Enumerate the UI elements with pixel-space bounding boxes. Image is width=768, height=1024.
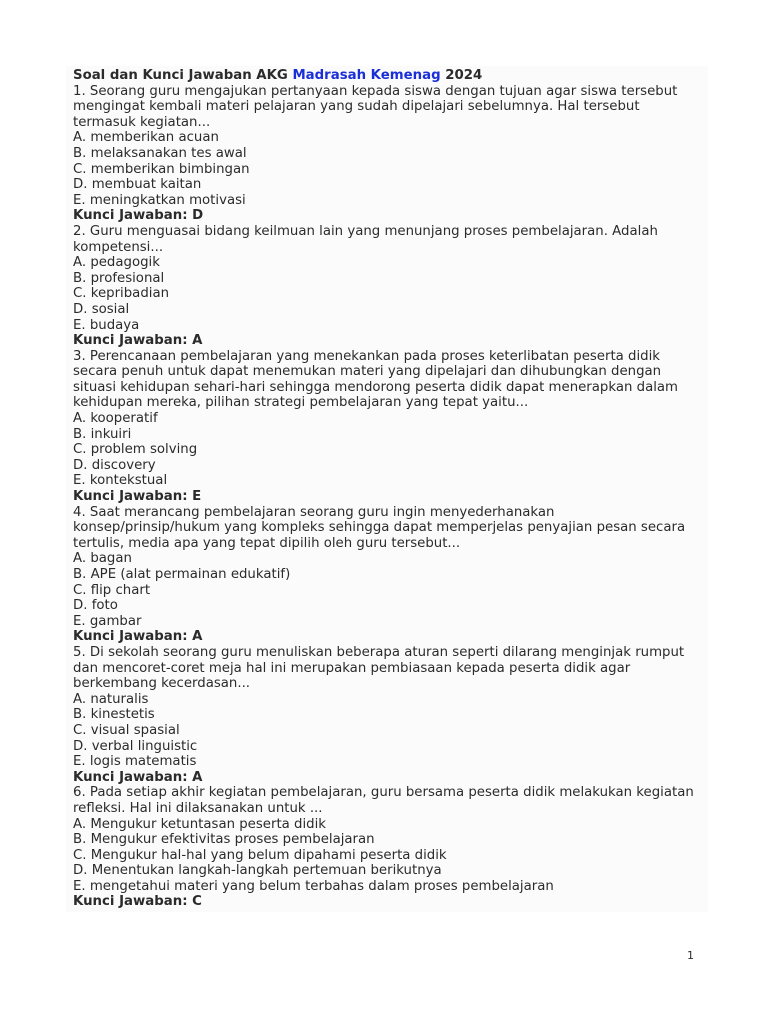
question-block [73, 224, 701, 349]
title-prefix: Soal dan Kunci Jawaban AKG [73, 68, 293, 83]
title-link[interactable]: Madrasah Kemenag [292, 68, 441, 83]
answer-key: Kunci Jawaban: D [73, 208, 204, 224]
answer-key: Kunci Jawaban: C [73, 894, 202, 910]
question-text: 1. Seorang guru mengajukan pertanyaan kepada siswa dengan tujuan agar siswa tersebut mengingat kembali materi pelajaran yang sudah dipelajari sebelumnya. Hal tersebut termasuk kegiatan... [73, 83, 678, 130]
answer-option: C. visual spasial [73, 722, 180, 738]
answer-option: C. memberikan bimbingan [73, 161, 250, 177]
answer-key: Kunci Jawaban: A [73, 333, 203, 349]
answer-key: Kunci Jawaban: A [73, 629, 203, 645]
answer-option: A. pedagogik [73, 255, 160, 271]
answer-option: E. gambar [73, 613, 142, 629]
document-body [66, 66, 708, 912]
answer-option: C. problem solving [73, 442, 198, 458]
answer-option: D. verbal linguistic [73, 738, 198, 754]
answer-option: C. Mengukur hal-hal yang belum dipahami peserta didik [73, 847, 447, 863]
answer-option: E. logis matematis [73, 754, 197, 770]
question-block [73, 349, 701, 505]
question-text: 3. Perencanaan pembelajaran yang menekankan pada proses keterlibatan peserta didik secara penuh untuk dapat menemukan materi yang dipelajari dan dihubungkan dengan situasi kehidupan sehari-hari sehingga mendorong peserta didik dapat menerapkan dalam kehidupan mereka, pilihan strategi pembelajaran yang tepat yaitu... [73, 348, 679, 411]
title-suffix: 2024 [440, 68, 483, 83]
answer-option: D. membuat kaitan [73, 177, 202, 193]
answer-option: B. inkuiri [73, 426, 132, 442]
answer-option: C. kepribadian [73, 286, 170, 302]
question-block [73, 84, 701, 224]
question-text: 4. Saat merancang pembelajaran seorang guru ingin menyederhanakan konsep/prinsip/hukum yang kompleks sehingga dapat memperjelas penyajian pesan secara tertulis, media apa yang tepat dipilih oleh guru tersebut... [73, 504, 686, 551]
answer-option: C. flip chart [73, 582, 151, 598]
answer-option: E. meningkatkan motivasi [73, 192, 246, 208]
answer-option: D. sosial [73, 301, 130, 317]
answer-option: A. bagan [73, 551, 132, 567]
answer-option: E. kontekstual [73, 473, 168, 489]
question-text: 5. Di sekolah seorang guru menuliskan beberapa aturan seperti dilarang menginjak rumput dan mencoret-coret meja hal ini merupakan pembiasaan kepada peserta didik agar berkembang kecerdasan... [73, 644, 685, 692]
answer-option: D. foto [73, 598, 118, 614]
answer-key: Kunci Jawaban: A [73, 769, 203, 785]
answer-option: B. kinestetis [73, 707, 155, 723]
question-text: 2. Guru menguasai bidang keilmuan lain yang menunjang proses pembelajaran. Adalah kompetensi... [73, 223, 658, 255]
answer-option: E. mengetahui materi yang belum terbahas dalam proses pembelajaran [73, 878, 554, 894]
answer-option: A. kooperatif [73, 411, 158, 427]
answer-option: D. discovery [73, 457, 156, 473]
answer-option: B. Mengukur efektivitas proses pembelajaran [73, 832, 375, 848]
question-block [73, 505, 701, 645]
answer-option: A. memberikan acuan [73, 130, 219, 146]
document-title [73, 68, 701, 84]
answer-option: D. Menentukan langkah-langkah pertemuan berikutnya [73, 863, 442, 879]
answer-option: A. Mengukur ketuntasan peserta didik [73, 816, 326, 832]
question-block [73, 645, 701, 785]
answer-option: B. APE (alat permainan edukatif) [73, 567, 291, 582]
answer-option: B. profesional [73, 270, 165, 286]
question-block [73, 785, 701, 910]
answer-key: Kunci Jawaban: E [73, 489, 202, 505]
page-number: 1 [687, 949, 694, 962]
question-text: 6. Pada setiap akhir kegiatan pembelajaran, guru bersama peserta didik melakukan kegiatan refleksi. Hal ini dilaksanakan untuk ... [73, 785, 694, 816]
question-list [73, 84, 701, 910]
answer-option: E. budaya [73, 317, 140, 333]
answer-option: A. naturalis [73, 691, 149, 707]
answer-option: B. melaksanakan tes awal [73, 145, 247, 161]
